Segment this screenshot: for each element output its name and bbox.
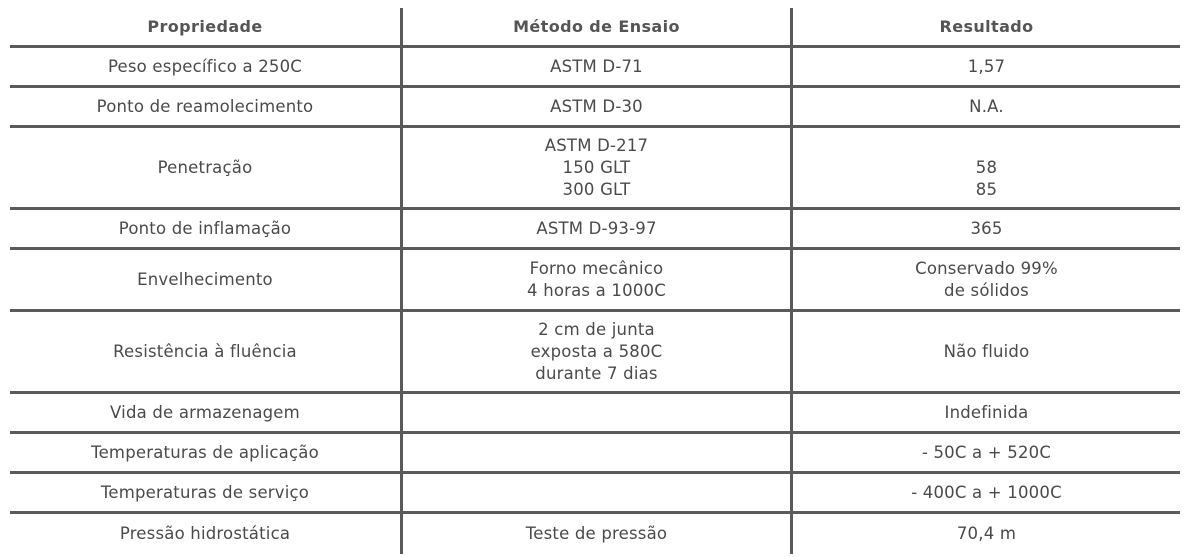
result-cell xyxy=(790,210,1180,247)
result-cell-line: 85 xyxy=(975,179,998,199)
method-cell xyxy=(400,128,790,207)
table-row xyxy=(10,88,1180,128)
method-cell-line: 4 horas a 1000C xyxy=(527,280,666,300)
property-cell xyxy=(10,128,400,207)
method-cell-line: ASTM D-30 xyxy=(550,96,643,116)
table-body xyxy=(10,48,1180,554)
result-cell-line: Não fluido xyxy=(943,341,1030,361)
property-cell-line: Envelhecimento xyxy=(137,269,273,289)
result-cell xyxy=(790,48,1180,85)
result-cell xyxy=(790,312,1180,391)
property-cell xyxy=(10,514,400,554)
table-row xyxy=(10,434,1180,474)
property-cell xyxy=(10,250,400,309)
property-cell xyxy=(10,434,400,471)
properties-table xyxy=(10,8,1180,554)
header-method: Método de Ensaio xyxy=(400,8,790,45)
result-cell-line: Conservado 99% xyxy=(915,258,1058,278)
table-row xyxy=(10,48,1180,88)
method-cell-line: 300 GLT xyxy=(562,179,631,199)
result-cell-line: - 50C a + 520C xyxy=(921,442,1052,462)
property-cell-line: Vida de armazenagem xyxy=(110,402,300,422)
method-cell xyxy=(400,312,790,391)
method-cell xyxy=(400,48,790,85)
table-row xyxy=(10,128,1180,210)
property-cell-line: Ponto de inflamação xyxy=(118,218,292,238)
method-cell-line: ASTM D-71 xyxy=(550,56,643,76)
header-property: Propriedade xyxy=(147,16,263,36)
property-cell xyxy=(10,312,400,391)
result-cell xyxy=(790,514,1180,554)
table-row xyxy=(10,514,1180,554)
result-cell-line: 365 xyxy=(970,218,1003,238)
property-cell xyxy=(10,210,400,247)
result-cell-line: N.A. xyxy=(969,96,1004,116)
property-cell-line: Ponto de reamolecimento xyxy=(96,96,314,116)
property-cell-line: Peso específico a 250C xyxy=(107,56,303,76)
method-cell-line: Forno mecânico xyxy=(529,258,664,278)
header-result: Resultado xyxy=(790,8,1180,45)
method-cell-line: ASTM D-217 xyxy=(544,135,649,155)
method-cell-line: durante 7 dias xyxy=(535,363,658,383)
method-cell-line: 150 GLT xyxy=(562,157,631,177)
method-cell xyxy=(400,434,790,471)
method-cell-line: ASTM D-93-97 xyxy=(536,218,657,238)
method-cell xyxy=(400,210,790,247)
result-cell-line: - 400C a + 1000C xyxy=(911,482,1062,502)
table-row xyxy=(10,312,1180,394)
property-cell xyxy=(10,88,400,125)
result-cell xyxy=(790,474,1180,511)
method-cell xyxy=(400,514,790,554)
table-row xyxy=(10,474,1180,514)
result-cell-line: de sólidos xyxy=(944,280,1029,300)
result-cell-line: Indefinida xyxy=(944,402,1029,422)
property-cell-line: Temperaturas de serviço xyxy=(100,482,310,502)
table-row xyxy=(10,394,1180,434)
method-cell xyxy=(400,88,790,125)
result-cell xyxy=(790,434,1180,471)
method-cell xyxy=(400,250,790,309)
property-cell xyxy=(10,48,400,85)
property-cell-line: Temperaturas de aplicação xyxy=(91,442,319,462)
property-cell xyxy=(10,394,400,431)
property-cell xyxy=(10,474,400,511)
property-cell-line: Penetração xyxy=(157,157,253,177)
result-cell xyxy=(790,128,1180,207)
result-cell-line: 58 xyxy=(975,157,998,177)
result-cell xyxy=(790,88,1180,125)
method-cell xyxy=(400,394,790,431)
result-cell xyxy=(790,394,1180,431)
property-cell-line: Pressão hidrostática xyxy=(119,524,291,543)
result-cell xyxy=(790,250,1180,309)
result-cell-line: 70,4 m xyxy=(956,524,1017,543)
table-row xyxy=(10,210,1180,250)
method-cell-line: Teste de pressão xyxy=(525,524,668,543)
property-cell-line: Resistência à fluência xyxy=(113,341,297,361)
method-cell-line: 2 cm de junta xyxy=(538,319,655,339)
result-cell-line xyxy=(984,135,989,157)
method-cell xyxy=(400,474,790,511)
method-cell-line: exposta a 580C xyxy=(530,341,663,361)
table-row xyxy=(10,250,1180,312)
table-header-row xyxy=(10,8,1180,48)
result-cell-line: 1,57 xyxy=(967,56,1006,76)
